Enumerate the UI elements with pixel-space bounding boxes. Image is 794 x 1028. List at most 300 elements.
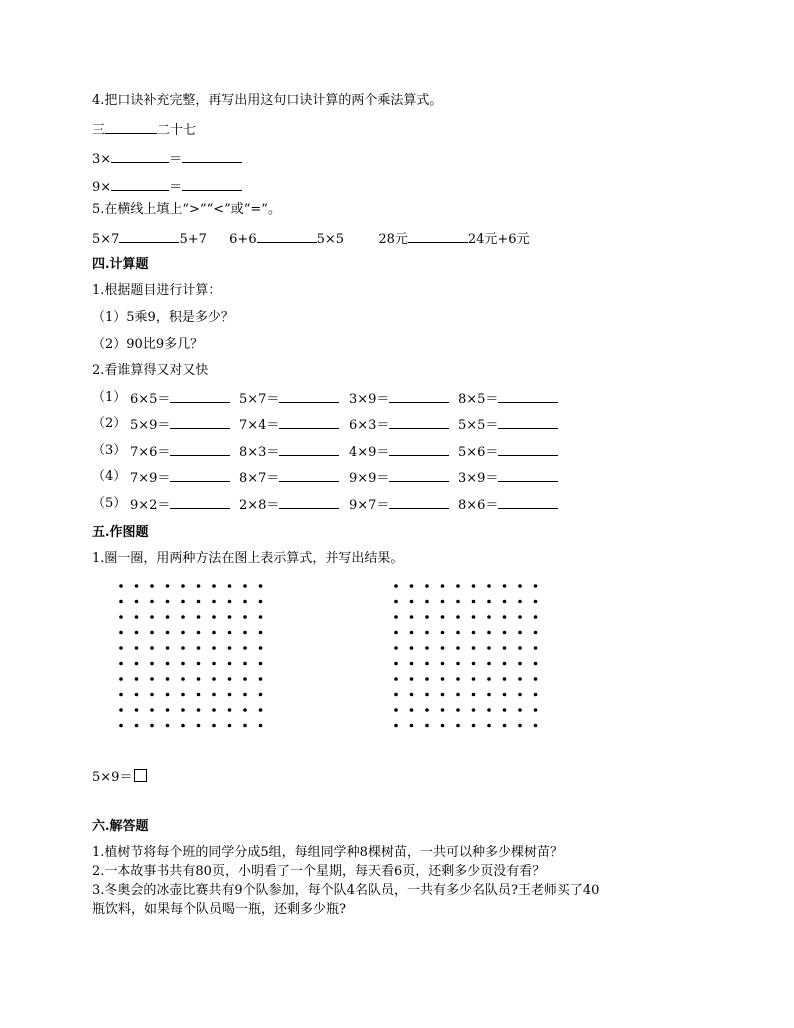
grid-dot — [410, 584, 414, 588]
grid-dot — [228, 600, 232, 604]
grid-dot — [456, 662, 460, 666]
grid-dot — [456, 615, 460, 619]
grid-dot — [181, 646, 185, 650]
c2-blank[interactable] — [257, 229, 317, 243]
grid-dot — [228, 584, 232, 588]
calc-expression: 6×5＝ — [130, 392, 171, 407]
grid-dot — [456, 677, 460, 681]
grid-dot — [135, 693, 139, 697]
calc-expression: 7×4＝ — [239, 418, 280, 433]
calc-row-label: （1） — [92, 390, 127, 405]
grid-dot — [228, 693, 232, 697]
grid-dot — [394, 693, 398, 697]
grid-dot — [456, 600, 460, 604]
grid-dot — [181, 708, 185, 712]
grid-dot — [518, 693, 522, 697]
grid-dot — [441, 662, 445, 666]
calc-item — [130, 468, 230, 488]
calc-item — [130, 415, 230, 435]
grid-dot — [243, 708, 247, 712]
grid-dot — [243, 677, 247, 681]
grid-dot — [425, 708, 429, 712]
calc-item — [239, 389, 339, 409]
grid-dot — [166, 600, 170, 604]
grid-dot — [150, 584, 154, 588]
grid-dot — [135, 724, 139, 728]
calc-expression: 2×8＝ — [239, 498, 280, 513]
grid-dot — [425, 724, 429, 728]
grid-dot — [259, 708, 263, 712]
calc-item — [239, 495, 339, 515]
grid-dot — [472, 708, 476, 712]
grid-dot — [243, 584, 247, 588]
grid-dot — [259, 677, 263, 681]
grid-dot — [181, 677, 185, 681]
grid-dot — [503, 631, 507, 635]
grid-dot — [259, 693, 263, 697]
grid-dot — [534, 693, 538, 697]
grid-dot — [119, 724, 123, 728]
grid-dot — [394, 600, 398, 604]
s4-q1-sub1: （1）5乘9，积是多少？ — [92, 310, 234, 325]
grid-dot — [243, 662, 247, 666]
grid-dot — [534, 646, 538, 650]
grid-dot — [243, 600, 247, 604]
calc-answer-blank[interactable] — [170, 442, 230, 456]
grid-dot — [135, 677, 139, 681]
calc-answer-blank[interactable] — [498, 389, 558, 403]
s4-q2-prompt: 2.看谁算得又对又快 — [92, 363, 209, 378]
grid-dot — [135, 662, 139, 666]
grid-dot — [135, 615, 139, 619]
calc-answer-blank[interactable] — [279, 468, 339, 482]
grid-dot — [410, 677, 414, 681]
calc-answer-blank[interactable] — [498, 415, 558, 429]
c1-blank[interactable] — [119, 229, 179, 243]
c1-left: 5×7 — [92, 232, 120, 247]
grid-dot — [425, 677, 429, 681]
grid-dot — [410, 693, 414, 697]
grid-dot — [410, 708, 414, 712]
grid-dot — [197, 631, 201, 635]
grid-dot — [487, 693, 491, 697]
grid-dot — [425, 615, 429, 619]
grid-dot — [472, 646, 476, 650]
grid-dot — [534, 631, 538, 635]
calc-expression: 5×6＝ — [458, 445, 499, 460]
dot-grid-left — [115, 580, 265, 730]
grid-dot — [425, 646, 429, 650]
grid-dot — [503, 646, 507, 650]
calc-expression: 8×6＝ — [458, 498, 499, 513]
calc-item — [239, 442, 339, 462]
q5-prompt: 5.在横线上填上“>”“<”或“=”。 — [92, 202, 281, 217]
verse-end: 二十七 — [157, 123, 197, 138]
grid-dot — [166, 631, 170, 635]
calc-row-label: （4） — [92, 469, 127, 484]
grid-dot — [212, 677, 216, 681]
grid-dot — [394, 677, 398, 681]
grid-dot — [243, 615, 247, 619]
grid-dot — [487, 708, 491, 712]
grid-dot — [534, 584, 538, 588]
grid-dot — [259, 724, 263, 728]
grid-dot — [150, 693, 154, 697]
calc-row-label: （3） — [92, 443, 127, 458]
calc-expression: 6×3＝ — [349, 418, 390, 433]
calc-answer-blank[interactable] — [389, 389, 449, 403]
calc-expression: 7×6＝ — [130, 445, 171, 460]
grid-dot — [394, 615, 398, 619]
grid-dot — [456, 724, 460, 728]
calc-item — [349, 415, 449, 435]
grid-dot — [410, 615, 414, 619]
grid-dot — [150, 600, 154, 604]
grid-dot — [394, 724, 398, 728]
s6-q3-line2: 瓶饮料，如果每个队员喝一瓶，还剩多少瓶? — [92, 902, 346, 917]
calc-item — [458, 389, 558, 409]
eq2-blank-b[interactable] — [182, 177, 242, 191]
calc-item — [349, 468, 449, 488]
grid-dot — [503, 693, 507, 697]
grid-dot — [197, 677, 201, 681]
grid-dot — [487, 677, 491, 681]
s6-q1: 1.植树节将每个班的同学分成5组，每组同学种8棵树苗，一共可以种多少棵树苗？ — [92, 845, 563, 860]
grid-dot — [119, 615, 123, 619]
calc-answer-blank[interactable] — [279, 442, 339, 456]
grid-dot — [212, 646, 216, 650]
grid-dot — [472, 615, 476, 619]
grid-dot — [410, 600, 414, 604]
calc-row-label: （2） — [92, 416, 127, 431]
grid-dot — [456, 584, 460, 588]
calc-item — [349, 495, 449, 515]
grid-dot — [197, 600, 201, 604]
grid-dot — [212, 724, 216, 728]
grid-dot — [166, 662, 170, 666]
calc-answer-blank[interactable] — [170, 415, 230, 429]
c3-right: 24元+6元 — [467, 232, 530, 247]
calc-answer-blank[interactable] — [498, 442, 558, 456]
grid-dot — [119, 693, 123, 697]
eq2-blank-a[interactable] — [111, 177, 169, 191]
grid-dot — [119, 584, 123, 588]
calc-item — [349, 442, 449, 462]
calc-expression: 9×2＝ — [130, 498, 171, 513]
grid-dot — [135, 584, 139, 588]
grid-dot — [534, 600, 538, 604]
calc-expression: 9×7＝ — [349, 498, 390, 513]
grid-dot — [243, 646, 247, 650]
eq1-equals: ＝ — [169, 152, 183, 167]
grid-dot — [150, 646, 154, 650]
grid-dot — [181, 662, 185, 666]
grid-dot — [487, 615, 491, 619]
grid-dot — [243, 724, 247, 728]
grid-dot — [456, 646, 460, 650]
calc-answer-blank[interactable] — [279, 415, 339, 429]
grid-dot — [441, 677, 445, 681]
grid-dot — [441, 631, 445, 635]
calc-answer-blank[interactable] — [389, 495, 449, 509]
verse-start: 三 — [92, 123, 106, 138]
grid-dot — [119, 631, 123, 635]
grid-dot — [503, 600, 507, 604]
calc-answer-blank[interactable] — [498, 468, 558, 482]
grid-dot — [181, 693, 185, 697]
grid-dot — [487, 631, 491, 635]
grid-dot — [181, 600, 185, 604]
calc-expression: 5×5＝ — [458, 418, 499, 433]
grid-dot — [228, 662, 232, 666]
calc-expression: 5×7＝ — [239, 392, 280, 407]
grid-dot — [197, 724, 201, 728]
equation-text: 5×9＝ — [92, 770, 133, 785]
dot-grid-left-svg — [115, 580, 265, 730]
grid-dot — [518, 615, 522, 619]
calc-expression: 3×9＝ — [458, 471, 499, 486]
grid-dot — [456, 631, 460, 635]
q5-compare-row — [92, 229, 530, 249]
grid-dot — [150, 724, 154, 728]
grid-dot — [503, 584, 507, 588]
grid-dot — [441, 693, 445, 697]
eq1-blank-a[interactable] — [111, 149, 169, 163]
calc-expression: 8×3＝ — [239, 445, 280, 460]
calc-item — [458, 442, 558, 462]
grid-dot — [135, 708, 139, 712]
q4-equation-2 — [92, 177, 242, 197]
grid-dot — [472, 693, 476, 697]
grid-dot — [135, 600, 139, 604]
dot-grid-right-svg — [390, 580, 540, 730]
grid-dot — [259, 600, 263, 604]
grid-dot — [518, 677, 522, 681]
grid-dot — [487, 662, 491, 666]
grid-dot — [441, 724, 445, 728]
grid-dot — [119, 600, 123, 604]
grid-dot — [197, 693, 201, 697]
grid-dot — [456, 693, 460, 697]
grid-dot — [503, 724, 507, 728]
grid-dot — [166, 708, 170, 712]
grid-dot — [534, 708, 538, 712]
answer-box[interactable] — [134, 769, 147, 782]
grid-dot — [119, 677, 123, 681]
calc-expression: 4×9＝ — [349, 445, 390, 460]
grid-dot — [181, 584, 185, 588]
grid-dot — [425, 600, 429, 604]
grid-dot — [487, 584, 491, 588]
grid-dot — [119, 708, 123, 712]
grid-dot — [166, 615, 170, 619]
s4-q1-sub2: （2）90比9多几？ — [92, 337, 204, 352]
c2-left: 6+6 — [229, 232, 257, 247]
c3-blank[interactable] — [408, 229, 468, 243]
calc-item — [458, 495, 558, 515]
eq2-left: 9× — [92, 180, 112, 195]
calc-item — [130, 495, 230, 515]
grid-dot — [135, 646, 139, 650]
c2-right: 5×5 — [316, 232, 345, 247]
grid-dot — [243, 693, 247, 697]
grid-dot — [518, 646, 522, 650]
calc-expression: 7×9＝ — [130, 471, 171, 486]
calc-item — [239, 468, 339, 488]
grid-dot — [212, 615, 216, 619]
grid-dot — [534, 662, 538, 666]
grid-dot — [394, 646, 398, 650]
q4-equation-1 — [92, 149, 242, 169]
calc-answer-blank[interactable] — [389, 442, 449, 456]
grid-dot — [212, 662, 216, 666]
grid-dot — [425, 584, 429, 588]
grid-dot — [228, 615, 232, 619]
calc-answer-blank[interactable] — [279, 389, 339, 403]
grid-dot — [166, 677, 170, 681]
calc-answer-blank[interactable] — [279, 495, 339, 509]
grid-dot — [181, 724, 185, 728]
grid-dot — [472, 584, 476, 588]
s4-q1-prompt: 1.根据题目进行计算： — [92, 283, 222, 298]
s6-q3-line1: 3.冬奥会的冰壶比赛共有9个队参加，每个队4名队员，一共有多少名队员?王老师买了40 — [92, 883, 600, 898]
grid-dot — [534, 724, 538, 728]
grid-dot — [166, 724, 170, 728]
calc-answer-blank[interactable] — [389, 415, 449, 429]
calc-answer-blank[interactable] — [498, 495, 558, 509]
grid-dot — [425, 693, 429, 697]
grid-dot — [456, 708, 460, 712]
q4-prompt: 4.把口诀补充完整，再写出用这句口诀计算的两个乘法算式。 — [92, 93, 443, 108]
s5-equation — [92, 769, 147, 787]
grid-dot — [228, 708, 232, 712]
grid-dot — [212, 600, 216, 604]
grid-dot — [243, 631, 247, 635]
calc-answer-blank[interactable] — [389, 468, 449, 482]
verse-blank[interactable] — [105, 120, 157, 134]
calc-item — [130, 389, 230, 409]
grid-dot — [150, 631, 154, 635]
grid-dot — [150, 662, 154, 666]
calc-answer-blank[interactable] — [170, 468, 230, 482]
eq1-left: 3× — [92, 152, 112, 167]
dot-grid-right — [390, 580, 540, 730]
grid-dot — [518, 584, 522, 588]
grid-dot — [166, 584, 170, 588]
grid-dot — [487, 646, 491, 650]
calc-answer-blank[interactable] — [170, 389, 230, 403]
grid-dot — [487, 600, 491, 604]
grid-dot — [503, 677, 507, 681]
calc-item — [349, 389, 449, 409]
grid-dot — [410, 724, 414, 728]
grid-dot — [181, 615, 185, 619]
grid-dot — [228, 677, 232, 681]
grid-dot — [394, 662, 398, 666]
grid-dot — [228, 724, 232, 728]
grid-dot — [259, 615, 263, 619]
grid-dot — [518, 724, 522, 728]
grid-dot — [518, 631, 522, 635]
grid-dot — [472, 631, 476, 635]
grid-dot — [197, 646, 201, 650]
calc-item — [458, 468, 558, 488]
grid-dot — [487, 724, 491, 728]
calc-row-label: （5） — [92, 496, 127, 511]
calc-expression: 3×9＝ — [349, 392, 390, 407]
calc-item — [458, 415, 558, 435]
grid-dot — [212, 693, 216, 697]
grid-dot — [259, 584, 263, 588]
s5-q1-prompt: 1.圈一圈，用两种方法在图上表示算式，并写出结果。 — [92, 551, 404, 566]
section5-title: 五.作图题 — [92, 525, 149, 540]
grid-dot — [534, 677, 538, 681]
grid-dot — [441, 584, 445, 588]
calc-answer-blank[interactable] — [170, 495, 230, 509]
calc-expression: 8×7＝ — [239, 471, 280, 486]
grid-dot — [259, 631, 263, 635]
calc-expression: 5×9＝ — [130, 418, 171, 433]
grid-dot — [425, 631, 429, 635]
s6-q2: 2.一本故事书共有80页，小明看了一个星期，每天看6页，还剩多少页没有看？ — [92, 864, 546, 879]
grid-dot — [518, 708, 522, 712]
grid-dot — [166, 693, 170, 697]
grid-dot — [425, 662, 429, 666]
grid-dot — [166, 646, 170, 650]
grid-dot — [472, 724, 476, 728]
grid-dot — [441, 615, 445, 619]
grid-dot — [518, 600, 522, 604]
grid-dot — [197, 662, 201, 666]
c1-right: 5+7 — [179, 232, 207, 247]
grid-dot — [212, 708, 216, 712]
grid-dot — [259, 646, 263, 650]
calc-expression: 8×5＝ — [458, 392, 499, 407]
grid-dot — [119, 646, 123, 650]
grid-dot — [394, 584, 398, 588]
calc-item — [239, 415, 339, 435]
grid-dot — [119, 662, 123, 666]
grid-dot — [503, 662, 507, 666]
grid-dot — [150, 615, 154, 619]
grid-dot — [410, 646, 414, 650]
grid-dot — [472, 677, 476, 681]
q4-verse — [92, 120, 196, 140]
grid-dot — [534, 615, 538, 619]
grid-dot — [472, 600, 476, 604]
c3-left: 28元 — [378, 232, 408, 247]
grid-dot — [228, 646, 232, 650]
grid-dot — [150, 677, 154, 681]
grid-dot — [472, 662, 476, 666]
grid-dot — [135, 631, 139, 635]
grid-dot — [197, 584, 201, 588]
grid-dot — [197, 708, 201, 712]
grid-dot — [228, 631, 232, 635]
grid-dot — [441, 708, 445, 712]
grid-dot — [503, 615, 507, 619]
grid-dot — [503, 708, 507, 712]
grid-dot — [259, 662, 263, 666]
grid-dot — [441, 600, 445, 604]
grid-dot — [410, 662, 414, 666]
section4-title: 四.计算题 — [92, 257, 149, 272]
grid-dot — [197, 615, 201, 619]
eq1-blank-b[interactable] — [182, 149, 242, 163]
grid-dot — [150, 708, 154, 712]
grid-dot — [410, 631, 414, 635]
grid-dot — [181, 631, 185, 635]
